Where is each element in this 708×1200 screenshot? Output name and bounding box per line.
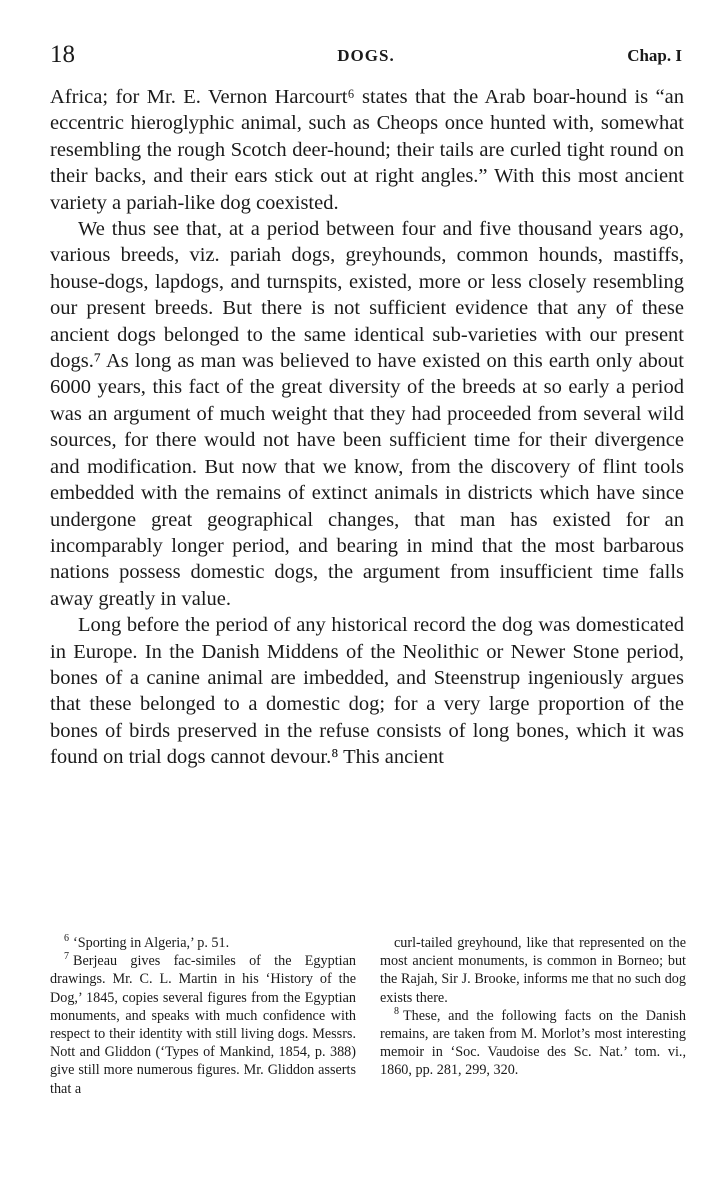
- footnote-8-text: These, and the following facts on the Danish remains, are taken from M. Morlot’s most interesting memoir in ‘Soc. Vaudoise des Sc. Nat.’ tom. vi., 1860, pp. 281, 299, 320.: [380, 1007, 686, 1079]
- footnote-6: [50, 934, 356, 952]
- footnote-6-text: ‘Sporting in Algeria,’ p. 51.: [73, 935, 230, 951]
- paragraph-1: Africa; for Mr. E. Vernon Harcourt⁶ states that the Arab boar-hound is “an eccentric hieroglyphic animal, such as Cheops once hunted with, somewhat resembling the rough Scotch deer-hound; their tails are curled tight round on their backs, and their ears stick out at right angles.” With this most ancient variety a pariah-like dog coexisted.: [50, 86, 684, 214]
- paragraph-2: We thus see that, at a period between four and five thousand years ago, various breeds, viz. pariah dogs, greyhounds, common hounds, mastiffs, house-dogs, lapdogs, and turnspits, existed, more or less closely resembling our present breeds. But there is not sufficient evidence that any of these ancient dogs belonged to the same identical sub-varieties with our present dogs.⁷ As long as man was believed to have existed on this earth only about 6000 years, this fact of the great diversity of the breeds at so early a period was an argument of much weight that they had proceeded from several wild sources, for there would not have been sufficient time for their divergence and modification. But now that we know, from the discovery of flint tools embedded with the remains of extinct animals in districts which have since undergone great geographical changes, that man has existed for an incomparably longer period, and bearing in mind that the most barbarous nations possess domestic dogs, the argument from insufficient time falls away greatly in value.: [50, 218, 684, 610]
- footnote-7-text: Berjeau gives fac-similes of the Egyptian drawings. Mr. C. L. Martin in his ‘History of the Dog,’ 1845, copies several figures from the Egyptian monuments, and speaks with much confidence with respect to their identity with still living dogs. Messrs. Nott and Gliddon (‘Types of Mankind, 1854, p. 388) give still more numerous figures. Mr. Gliddon asserts that a: [50, 953, 356, 1097]
- footnote-7-continued: curl-tailed greyhound, like that represented on the most ancient monuments, is common in Borneo; but the Rajah, Sir J. Brooke, informs me that no such dog exists there.: [380, 935, 686, 1006]
- footnote-7: [50, 952, 356, 1098]
- footnote-6-mark: 6: [64, 933, 69, 945]
- footnote-8: [380, 1007, 686, 1080]
- running-title: DOGS.: [337, 46, 395, 65]
- footnote-7-mark: 7: [64, 951, 69, 963]
- chapter-label: Chap. I: [627, 46, 682, 65]
- page-header: [50, 40, 682, 70]
- page-number: 18: [50, 41, 75, 68]
- footnotes-right-column: [380, 934, 686, 1080]
- footnote-8-mark: 8: [394, 1006, 399, 1018]
- paragraph-3: Long before the period of any historical record the dog was domesticated in Europe. In the Danish Middens of the Neolithic or Newer Stone period, bones of a canine animal are imbedded, and Steenstrup ingeniously argues that these belonged to a domestic dog; for a very large proportion of the bones of birds preserved in the refuse consists of long bones, which it was found on trial dogs cannot devour.⁸ This ancient: [50, 614, 684, 769]
- footnotes-left-column: [50, 934, 356, 1098]
- main-text: [50, 84, 684, 771]
